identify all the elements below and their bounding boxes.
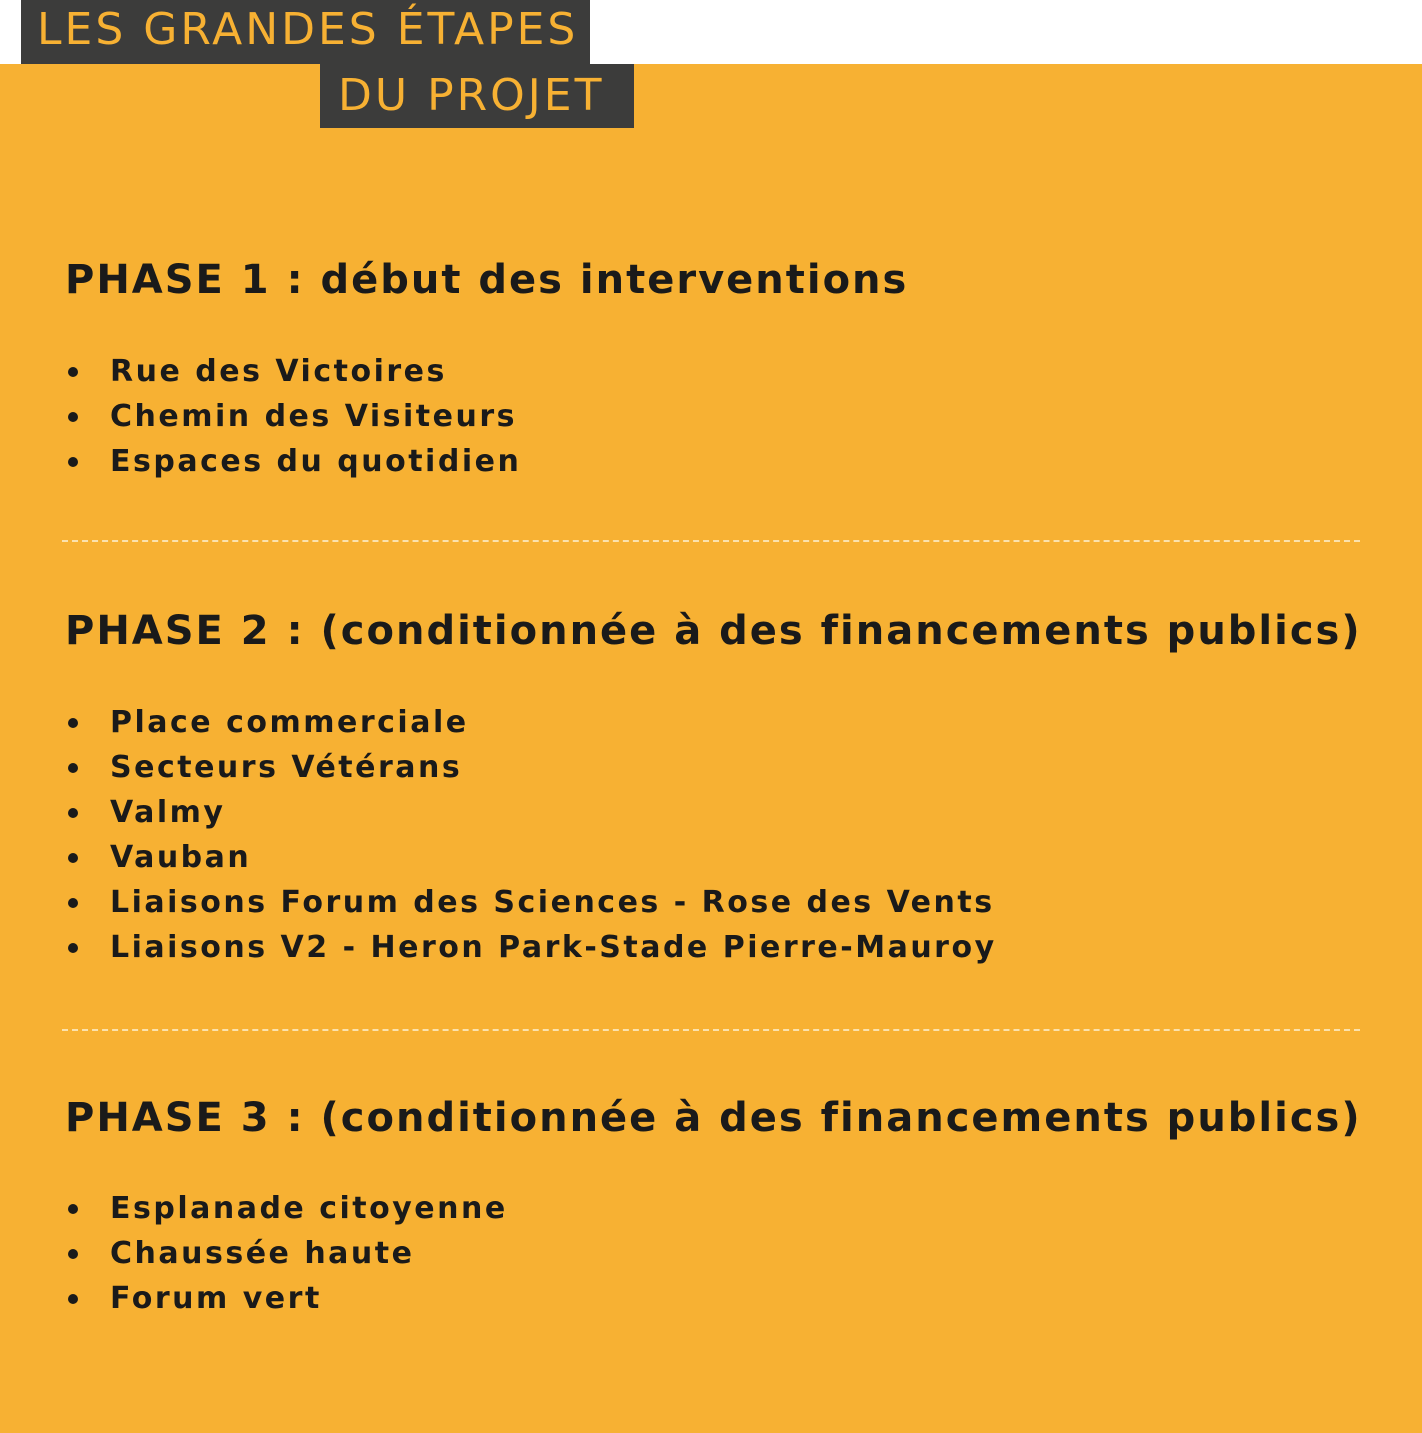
list-item (65, 1231, 508, 1276)
list-item-label: Vauban (110, 840, 252, 875)
list-item-label: Valmy (110, 795, 226, 830)
list-item (65, 1186, 508, 1231)
bullet-icon (68, 943, 78, 953)
list-item (65, 394, 521, 439)
list-item-label: Rue des Victoires (110, 354, 447, 389)
list-item-label: Liaisons Forum des Sciences - Rose des Vents (110, 885, 995, 920)
bullet-icon (68, 1204, 78, 1214)
divider (62, 540, 1360, 542)
bullet-icon (68, 853, 78, 863)
phase-3-list (65, 1186, 508, 1321)
list-item-label: Chemin des Visiteurs (110, 399, 517, 434)
title-line-2: DU PROJET (320, 64, 634, 128)
phase-3-heading: PHASE 3 : (conditionnée à des financements publics) (65, 1095, 1362, 1141)
list-item (65, 439, 521, 484)
phase-1-heading: PHASE 1 : début des interventions (65, 257, 909, 303)
bullet-icon (68, 1294, 78, 1304)
phase-2-list (65, 700, 997, 970)
list-item (65, 790, 997, 835)
bullet-icon (68, 763, 78, 773)
list-item-label: Espaces du quotidien (110, 444, 522, 479)
bullet-icon (68, 367, 78, 377)
list-item (65, 745, 997, 790)
list-item (65, 835, 997, 880)
phase-1-list (65, 349, 521, 484)
bullet-icon (68, 718, 78, 728)
list-item (65, 925, 997, 970)
bullet-icon (68, 457, 78, 467)
list-item (65, 1276, 508, 1321)
list-item-label: Chaussée haute (110, 1236, 415, 1271)
divider (62, 1029, 1360, 1031)
list-item-label: Place commerciale (110, 705, 469, 740)
list-item (65, 700, 997, 745)
bullet-icon (68, 808, 78, 818)
phase-2-heading: PHASE 2 : (conditionnée à des financements publics) (65, 608, 1362, 654)
list-item (65, 349, 521, 394)
bullet-icon (68, 1249, 78, 1259)
list-item (65, 880, 997, 925)
list-item-label: Secteurs Vétérans (110, 750, 463, 785)
title-line-1: LES GRANDES ÉTAPES (21, 0, 590, 64)
list-item-label: Forum vert (110, 1281, 322, 1316)
bullet-icon (68, 898, 78, 908)
list-item-label: Esplanade citoyenne (110, 1191, 508, 1226)
list-item-label: Liaisons V2 - Heron Park-Stade Pierre-Mauroy (110, 930, 997, 965)
bullet-icon (68, 412, 78, 422)
